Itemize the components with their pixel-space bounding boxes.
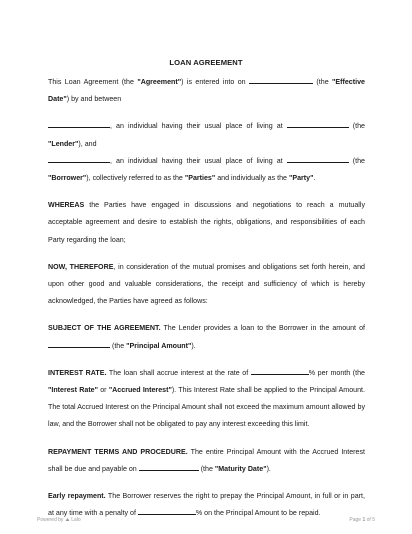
interest-heading: INTEREST RATE. [48, 368, 107, 377]
powered-by-label: Powered by [37, 517, 64, 523]
parties-term: "Parties" [184, 174, 216, 183]
borrower-address-blank[interactable] [287, 155, 349, 163]
effective-date-blank[interactable] [249, 76, 313, 84]
maturity-date-term: "Maturity Date" [214, 464, 267, 473]
agreement-term: "Agreement" [137, 78, 182, 86]
lender-text: ), and [78, 139, 97, 148]
borrower-paragraph [48, 153, 365, 187]
intro-text: This Loan Agreement (the [48, 78, 138, 86]
lalo-logo-icon [65, 517, 70, 522]
interest-text: or [97, 386, 109, 395]
repayment-paragraph [48, 444, 365, 478]
brand-name: Lalo [71, 517, 81, 523]
intro-paragraph [48, 74, 365, 108]
page-label: Page [349, 517, 362, 523]
penalty-blank[interactable] [138, 507, 196, 515]
repayment-text: The entire Principal Amount with the Accrued Interest shall be due and payable on [48, 447, 365, 473]
document-body [48, 74, 365, 522]
early-repayment-text: The Borrower reserves the right to prepay the Principal Amount, in full or in part, at any time with a penalty of [48, 492, 365, 518]
maturity-date-blank[interactable] [139, 463, 199, 471]
page-total: 5 [372, 517, 375, 523]
early-repayment-paragraph [48, 488, 365, 522]
whereas-paragraph [48, 197, 365, 249]
lender-text: (the [348, 122, 365, 131]
early-repayment-heading: Early repayment. [48, 492, 106, 501]
subject-heading: SUBJECT OF THE AGREEMENT. [48, 324, 161, 333]
repayment-text: (the [198, 464, 215, 473]
intro-text: ) by and between [66, 95, 122, 104]
lender-address-blank[interactable] [287, 120, 349, 128]
early-repayment-text: % on the Principal Amount to be repaid. [195, 509, 321, 518]
effective-date-term: "Effective Date" [48, 78, 365, 104]
lender-text: , an individual having their usual place of living at [110, 122, 287, 131]
intro-text: ) is entered into on [181, 78, 250, 86]
principal-amount-term: "Principal Amount" [126, 341, 192, 350]
subject-text: (the [110, 341, 127, 350]
interest-text: ). This Interest Rate shall be applied to the Principal Amount. The total Accrued Interest on the Principal Amount shall not exceed the maximum amount allowed by law, and the Borrower shall not be obligated to pay any interest exceeding this limit. [48, 386, 365, 429]
now-therefore-paragraph [48, 259, 365, 311]
page-of: of [366, 517, 371, 523]
intro-text: (the [313, 78, 333, 86]
lender-paragraph [48, 118, 365, 152]
interest-rate-blank[interactable] [251, 367, 309, 375]
document-title: LOAN AGREEMENT [169, 58, 243, 67]
interest-text: % per month (the [308, 368, 365, 377]
interest-paragraph [48, 365, 365, 434]
repayment-text: ). [266, 464, 271, 473]
borrower-text: and individually as the [215, 174, 289, 183]
powered-by[interactable] [37, 517, 81, 523]
whereas-heading: WHEREAS [48, 201, 85, 210]
lender-term: "Lender" [48, 139, 79, 148]
borrower-text: , an individual having their usual place of living at [110, 156, 287, 165]
borrower-text: . [313, 174, 316, 183]
party-term: "Party" [288, 174, 314, 183]
borrower-text: (the [348, 156, 365, 165]
principal-amount-blank[interactable] [48, 340, 110, 348]
borrower-text: ), collectively referred to as the [86, 174, 185, 183]
page-current: 1 [362, 517, 366, 523]
subject-text: ). [191, 341, 196, 350]
subject-paragraph [48, 320, 365, 354]
borrower-name-blank[interactable] [48, 155, 110, 163]
accrued-interest-term: "Accrued Interest" [108, 386, 172, 395]
subject-text: The Lender provides a loan to the Borrower in the amount of [160, 324, 365, 333]
now-therefore-text: , in consideration of the mutual promises and obligations set forth herein, and upon other good and valuable considerations, the receipt and sufficiency of which is hereby acknowledged, the Parties have agreed as follows: [48, 262, 365, 306]
whereas-text: the Parties have engaged in discussions and negotiations to reach a mutually acceptable agreement and desire to establish the rights, obligations, and responsibilities of each Party regarding the loan; [48, 201, 365, 244]
now-therefore-heading: NOW, THEREFORE [48, 262, 114, 271]
borrower-term: "Borrower" [48, 174, 87, 183]
repayment-heading: REPAYMENT TERMS AND PROCEDURE. [48, 447, 188, 456]
lender-name-blank[interactable] [48, 120, 110, 128]
interest-rate-term: "Interest Rate" [48, 386, 98, 395]
page-indicator [349, 517, 375, 523]
interest-text: The loan shall accrue interest at the rate of [106, 368, 251, 377]
